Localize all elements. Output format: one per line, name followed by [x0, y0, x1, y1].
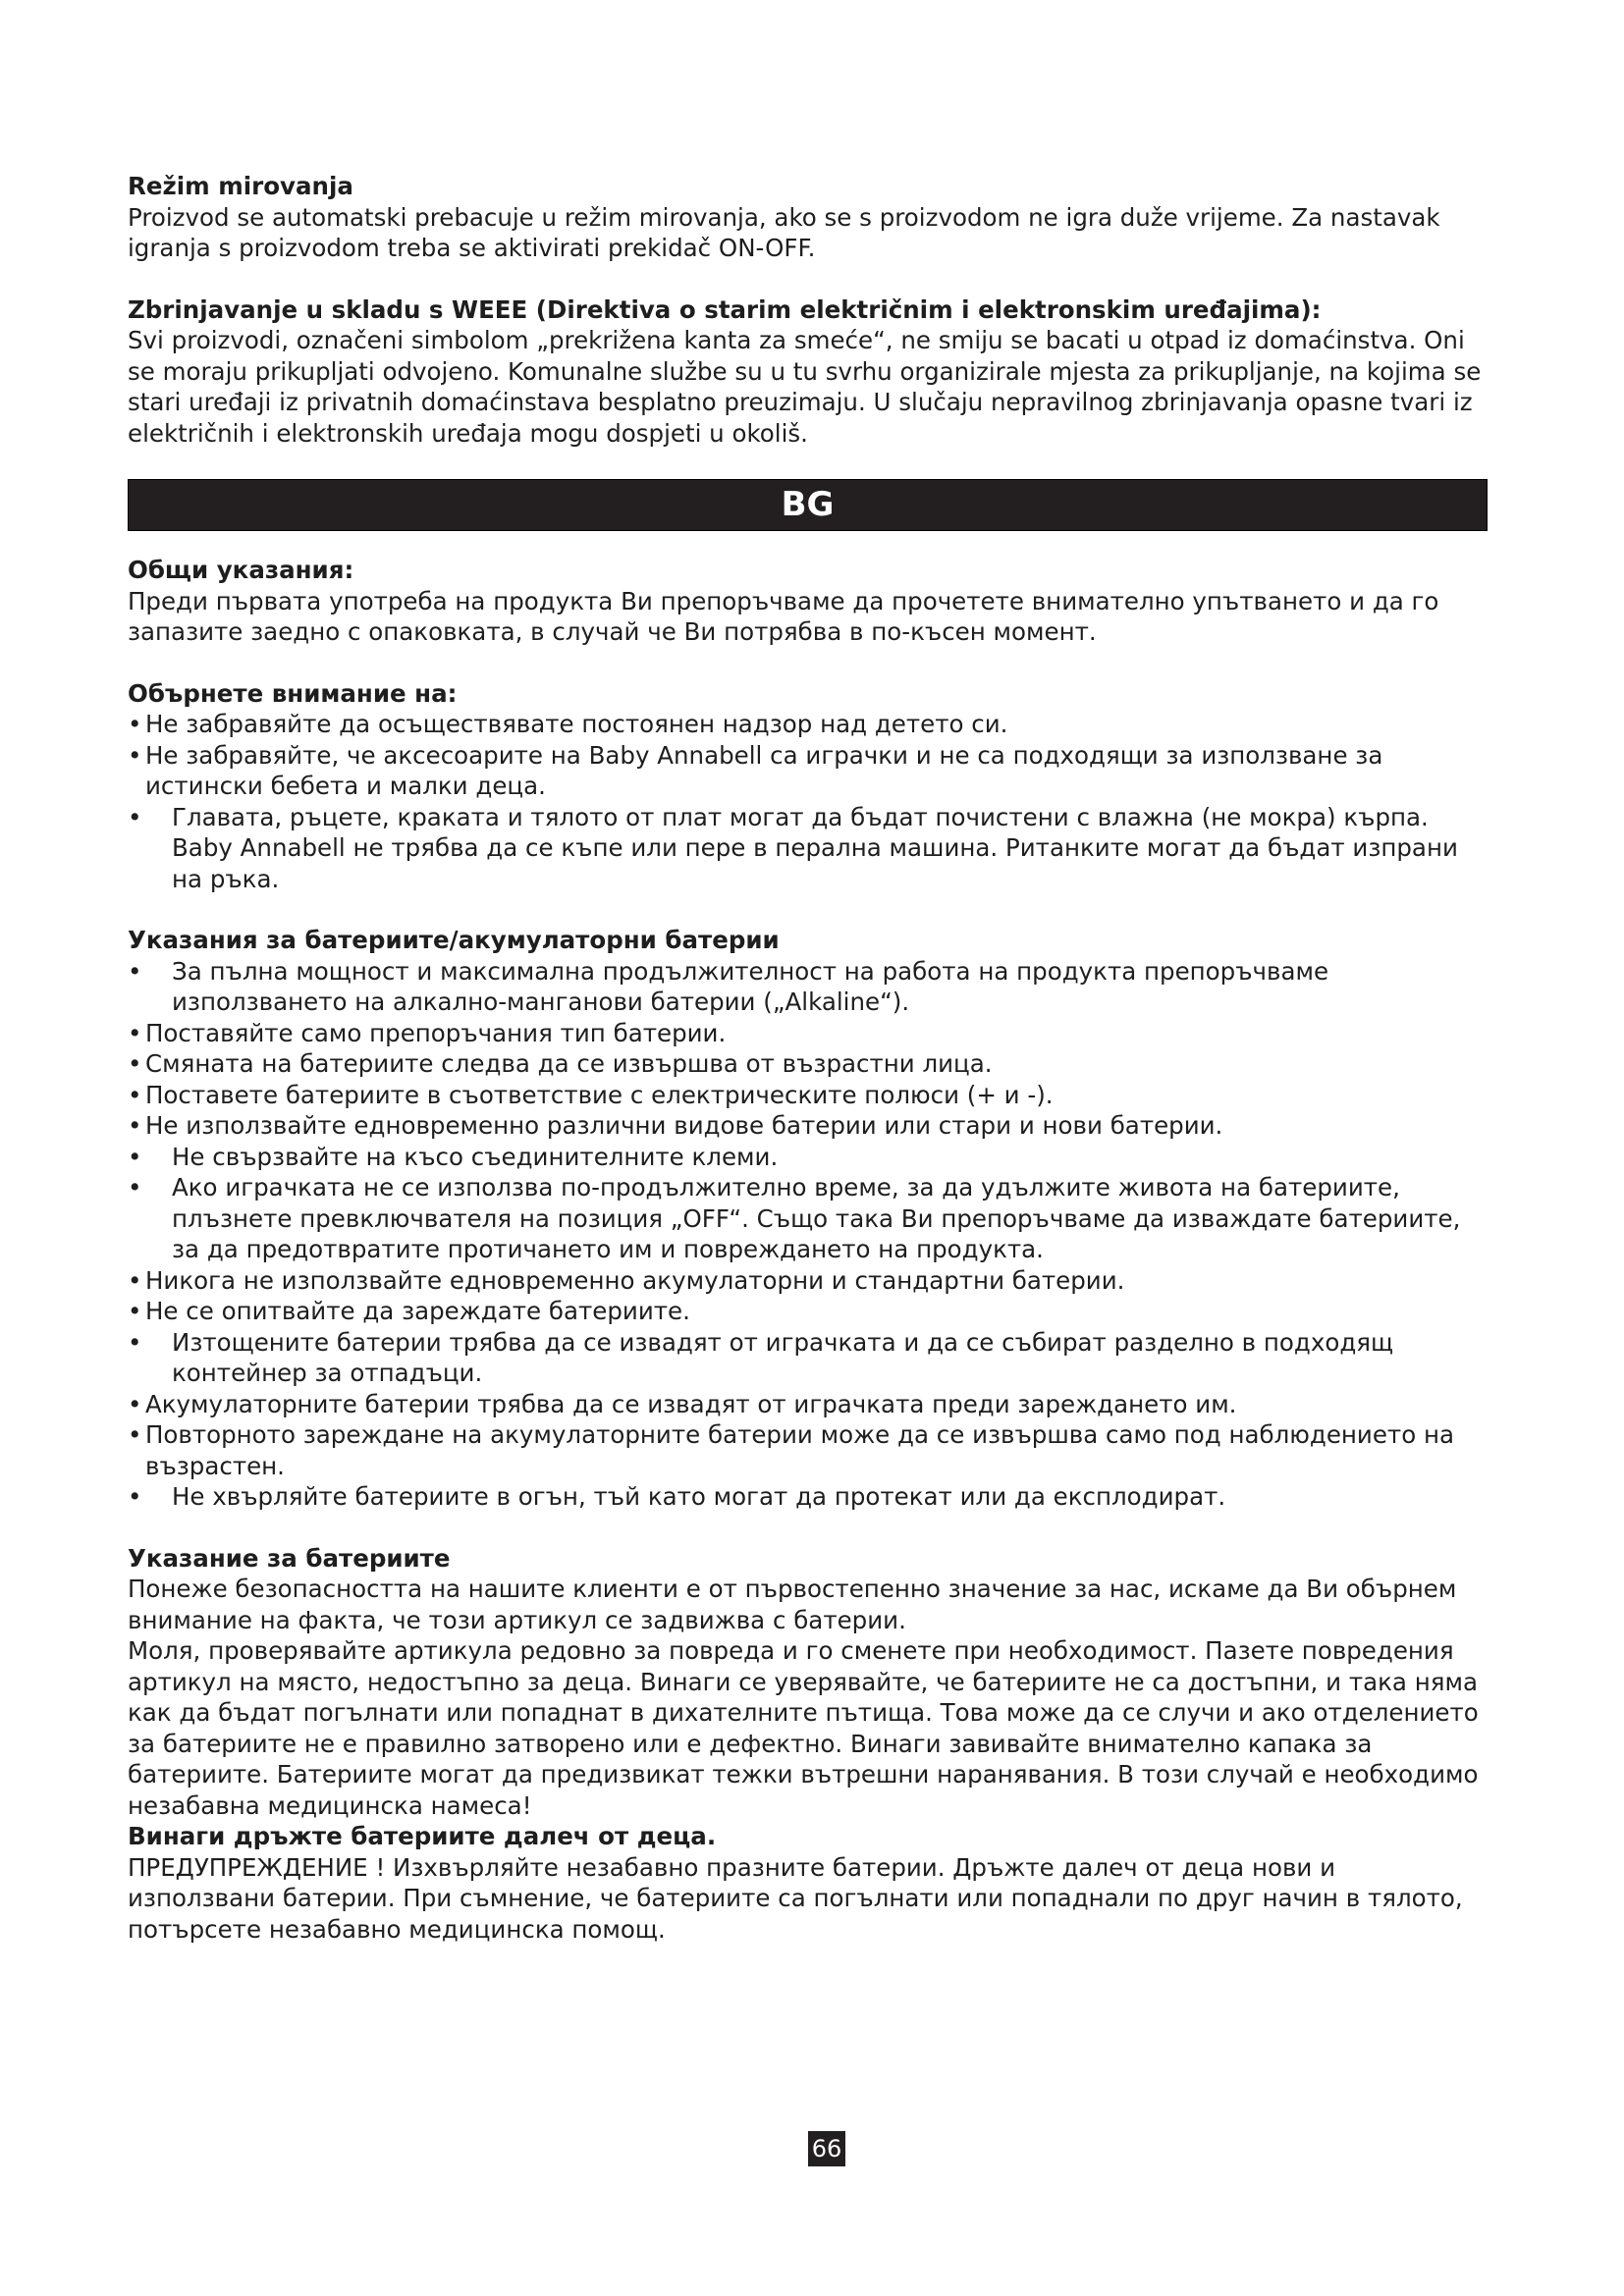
- list-item: • Поставяйте само препоръчания тип батерии.: [128, 1018, 1488, 1049]
- warning-text: ПРЕДУПРЕЖДЕНИЕ ! Изхвърляйте незабавно празните батерии. Дръжте далеч от деца нови и използвани батерии. При съмнение, че батериите са погълнати или попаднали по друг начин в тялото, потърсете незабавно медицинска помощ.: [128, 1852, 1463, 1944]
- weee-heading: Zbrinjavanje u skladu s WEEE (Direktiva o starim električnim i elektronskim uređajima):: [128, 294, 1322, 324]
- sleep-mode-heading: Režim mirovanja: [128, 172, 353, 200]
- list-item: • Смяната на батериите следва да се извършва от възрастни лица.: [128, 1048, 1488, 1080]
- page-number: 66: [808, 2131, 845, 2166]
- list-item: • За пълна мощност и максимална продължителност на работа на продукта препоръчваме използването на алкално-манганови батерии („Alkaline“).: [128, 956, 1488, 1018]
- battery-note-text-2: Моля, проверявайте артикула редовно за повреда и го сменете при необходимост. Пазете повредения артикул на място, недостъпно за деца. Винаги се уверявайте, че батериите не са достъпни, и така няма как да бъдат погълнати или попаднат в дихателните пътища. Това може да се случи и ако отделението за батериите не е правилно затворено или е дефектно. Винаги завивайте внимателно капака за батериите. Батериите могат да предизвикат тежки вътрешни наранявания. В този случай е необходимо незабавна медицинска намеса!: [128, 1636, 1479, 1820]
- weee-text: Svi proizvodi, označeni simbolom „prekrižena kanta za smeće“, ne smiju se bacati u otpad iz domaćinstva. Oni se moraju prikupljati odvojeno. Komunalne službe su u tu svrhu organizirale mjesta za prikupljanje, na kojima se stari uređaji iz privatnih domaćinstava besplatno preuzimaju. U slučaju nepravilnog zbrinjavanja opasne tvari iz električnih i elektronskih uređaja mogu dospjeti u okoliš.: [128, 326, 1482, 448]
- list-item: • Не се опитвайте да зареждате батериите.: [128, 1296, 1488, 1327]
- general-notes-text: Преди първата употреба на продукта Ви препоръчваме да прочетете внимателно упътването и да го запазите заедно с опаковката, в случай че Ви потрябва в по-късен момент.: [128, 586, 1439, 646]
- battery-rules-list: [128, 956, 1488, 1513]
- list-item: • Не свързвайте на късо съединителните клеми.: [128, 1142, 1488, 1173]
- battery-rules-heading: Указания за батериите/акумулаторни батерии: [128, 926, 780, 954]
- attention-heading: Обърнете внимание на:: [128, 678, 458, 708]
- list-item: • Никога не използвайте едновременно акумулаторни и стандартни батерии.: [128, 1265, 1488, 1297]
- list-item: • Изтощените батерии трябва да се извадят от играчката и да се събират разделно в подходящ контейнер за отпадъци.: [128, 1327, 1488, 1389]
- list-item: • Повторното зареждане на акумулаторните батерии може да се извършва само под наблюдението на възрастен.: [128, 1419, 1488, 1481]
- list-item: • Не забравяйте, че аксесоарите на Baby Annabell са играчки и не са подходящи за използване за истински бебета и малки деца.: [128, 740, 1488, 802]
- general-notes-heading: Общи указания:: [128, 556, 354, 584]
- battery-note-text-1: Понеже безопасността на нашите клиенти е от първостепенно значение за нас, искаме да Ви обърнем внимание на факта, че този артикул се задвижва с батерии.: [128, 1575, 1457, 1634]
- attention-list: [128, 709, 1488, 894]
- list-item: • Не хвърляйте батериите в огън, тъй като могат да протекат или да експлодират.: [128, 1481, 1488, 1513]
- keep-away-heading: Винаги дръжте батериите далеч от деца.: [128, 1822, 717, 1850]
- language-section-bar: BG: [128, 479, 1488, 531]
- sleep-mode-text: Proizvod se automatski prebacuje u režim mirovanja, ako se s proizvodom ne igra duže vrijeme. Za nastavak igranja s proizvodom treba se aktivirati prekidač ON-OFF.: [128, 202, 1440, 262]
- list-item: • Ако играчката не се използва по-продължително време, за да удължите живота на батериите, плъзнете превключвателя на позиция „OFF“. Също така Ви препоръчваме да изваждате батериите, за да предотвратите протичането им и повреждането на продукта.: [128, 1172, 1488, 1265]
- list-item: • Главата, ръцете, краката и тялото от плат могат да бъдат почистени с влажна (не мокра) кърпа. Baby Annabell не трябва да се къпе или пере в перална машина. Ританките могат да бъдат изпрани на ръка.: [128, 802, 1488, 895]
- battery-note-heading: Указание за батериите: [128, 1543, 451, 1573]
- list-item: • Поставете батериите в съответствие с електрическите полюси (+ и -).: [128, 1080, 1488, 1111]
- list-item: • Акумулаторните батерии трябва да се извадят от играчката преди зареждането им.: [128, 1389, 1488, 1420]
- list-item: • Не използвайте едновременно различни видове батерии или стари и нови батерии.: [128, 1110, 1488, 1142]
- list-item: • Не забравяйте да осъществявате постоянен надзор над детето си.: [128, 709, 1488, 740]
- page-content: [128, 171, 1488, 1945]
